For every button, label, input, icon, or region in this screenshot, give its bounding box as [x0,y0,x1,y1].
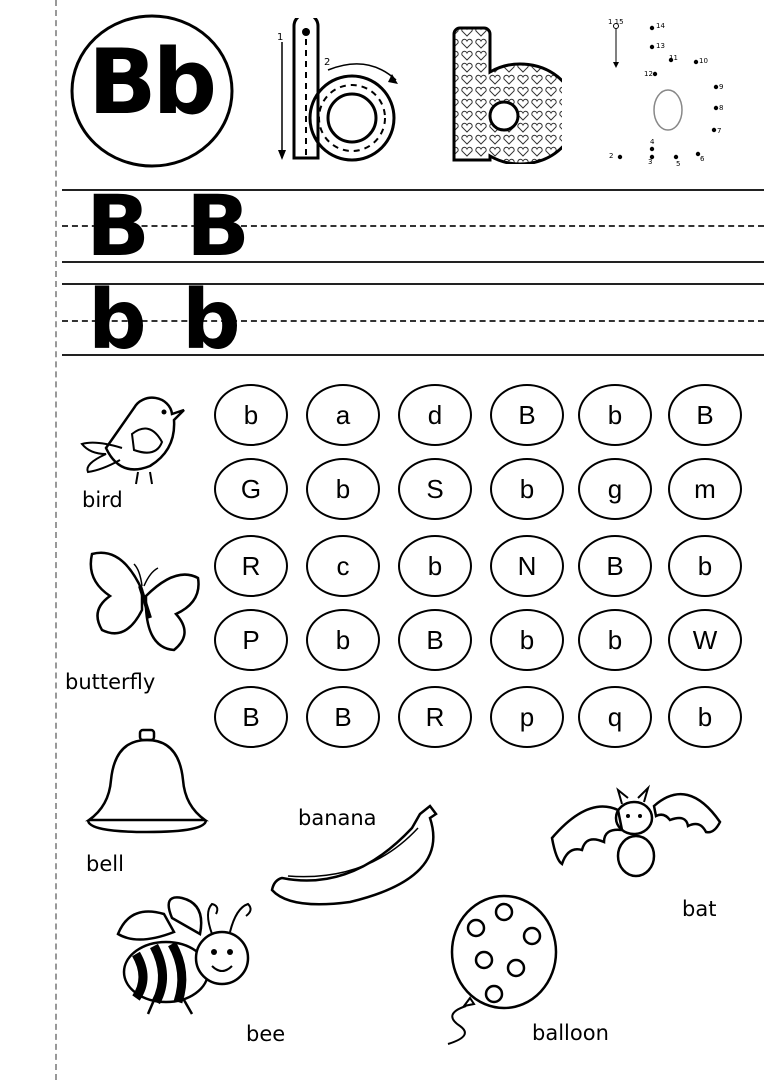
dot-number-13: 13 [656,42,665,50]
grid-cell[interactable]: R [398,686,472,748]
dot-number-7: 7 [717,127,722,135]
dot-number-4: 4 [650,138,655,146]
dot-number-11: 11 [669,54,678,62]
grid-cell[interactable]: g [578,458,652,520]
grid-cell[interactable]: b [398,535,472,597]
dot-number-9: 9 [719,83,724,91]
grid-cell[interactable]: B [306,686,380,748]
word-bell: bell [86,852,124,876]
grid-cell[interactable]: c [306,535,380,597]
dot-number-6: 6 [700,155,705,163]
word-bat: bat [682,897,717,921]
word-balloon: balloon [532,1021,609,1045]
grid-cell[interactable]: R [214,535,288,597]
practice-letter-b-1: b [88,273,147,368]
grid-cell[interactable]: b [578,609,652,671]
grid-cell[interactable]: b [668,686,742,748]
grid-cell[interactable]: p [490,686,564,748]
grid-cell[interactable]: d [398,384,472,446]
grid-cell[interactable]: B [578,535,652,597]
margin-line [55,0,57,1080]
word-bird: bird [82,488,123,512]
word-banana: banana [298,806,377,830]
dot-number-3: 3 [648,158,653,166]
practice-line-top-2 [62,283,764,285]
grid-cell[interactable]: B [214,686,288,748]
dot-number-8: 8 [719,104,724,112]
dot-number-5: 5 [676,160,681,168]
practice-letter-B-2: B [186,177,251,275]
grid-cell[interactable]: N [490,535,564,597]
practice-line-base-1 [62,261,764,263]
grid-cell[interactable]: m [668,458,742,520]
letter-grid [214,384,744,754]
bat-icon [548,780,722,884]
word-bee: bee [246,1022,286,1046]
butterfly-icon [84,546,202,654]
dot-number-1-15: 1 15 [608,18,624,26]
practice-line-base-2 [62,354,764,356]
grid-cell[interactable]: b [214,384,288,446]
bee-icon [114,896,260,1020]
letter-pair: Bb [88,30,214,135]
dot-number-10: 10 [699,57,708,65]
practice-line-mid-2 [62,320,764,322]
grid-cell[interactable]: b [668,535,742,597]
word-butterfly: butterfly [65,670,156,694]
grid-cell[interactable]: B [490,384,564,446]
bell-icon [84,728,210,838]
grid-cell[interactable]: P [214,609,288,671]
stroke-order-b-icon [272,18,402,168]
dot-number-2: 2 [609,152,614,160]
grid-cell[interactable]: b [490,458,564,520]
practice-line-top-1 [62,189,764,191]
grid-cell[interactable]: b [306,458,380,520]
grid-cell[interactable]: B [398,609,472,671]
banana-icon [270,800,446,910]
stroke-number-1: 1 [277,32,284,43]
grid-cell[interactable]: a [306,384,380,446]
practice-line-mid-1 [62,225,764,227]
grid-cell[interactable]: b [306,609,380,671]
dot-number-14: 14 [656,22,665,30]
stroke-number-2: 2 [324,57,331,68]
dot-number-12: 12 [644,70,653,78]
practice-letter-b-2: b [182,273,241,368]
grid-cell[interactable]: b [490,609,564,671]
grid-cell[interactable]: S [398,458,472,520]
grid-cell[interactable]: q [578,686,652,748]
grid-cell[interactable]: W [668,609,742,671]
practice-letter-B-1: B [86,177,151,275]
dot-to-dot-b-icon [600,16,730,172]
grid-cell[interactable]: G [214,458,288,520]
bird-icon [74,390,192,486]
grid-cell[interactable]: b [578,384,652,446]
grid-cell[interactable]: B [668,384,742,446]
heart-pattern-b-icon [446,26,562,164]
